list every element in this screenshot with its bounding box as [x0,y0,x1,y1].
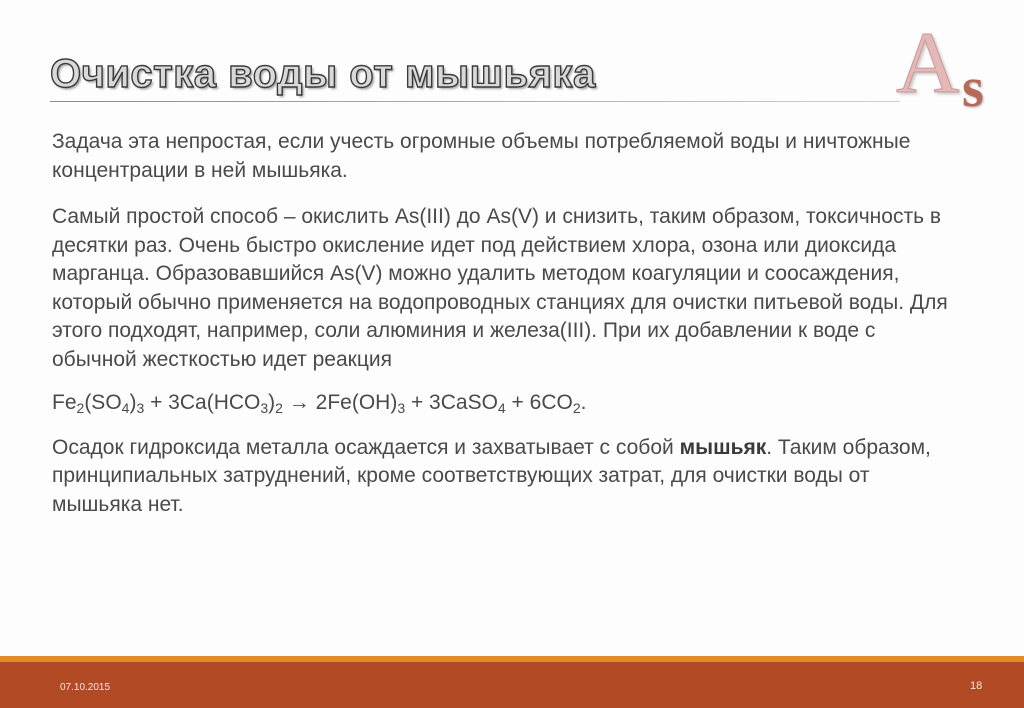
slide-title: Очистка воды от мышьяка [50,52,596,96]
paragraph-intro: Задача эта непростая, если учесть огромные объемы потребляемой воды и ничтожные концентрации в ней мышьяка. [52,130,911,182]
logo-letter-a: A [896,15,960,112]
slide-number: 18 [970,680,983,692]
footer-date: 07.10.2015 [60,682,111,693]
slide-body [52,128,952,519]
arsenic-logo-icon [896,15,1006,119]
reaction-equation: $Fe_2(SO_4)_3 + 3Ca(HCO_3)_2 \to 2Fe(OH)_3$ + 3CaSO$_4$ + $6CO_2$. [52,391,587,416]
logo-letter-s: s [962,57,984,119]
footer-band [0,656,1024,708]
paragraph-method: Самый простой способ – окислить As(III) до As(V) и снизить, таким образом, токсичность в десятки раз. Очень быстро окисление идет под действием хлора, озона или диоксида марганца. Образовавшийся As(V) можно удалить методом коагуляции и соосаждения, который обычно применяется на водопроводных станциях для очистки питьевой воды. Для этого подходят, например, соли алюминия и железа(III). При их добавлении к воде с обычной жесткостью идет реакция [52,205,948,371]
title-divider [50,101,900,102]
footer-accent-stripe [0,656,1024,662]
paragraph-conclusion: Осадок гидроксида металла осаждается и захватывает с собой мышьяк. Таким образом, принципиальных затруднений, кроме соответствующих затрат, для очистки воды от мышьяка нет. [52,435,931,516]
bold-arsenic-word: мышьяк [679,435,767,459]
